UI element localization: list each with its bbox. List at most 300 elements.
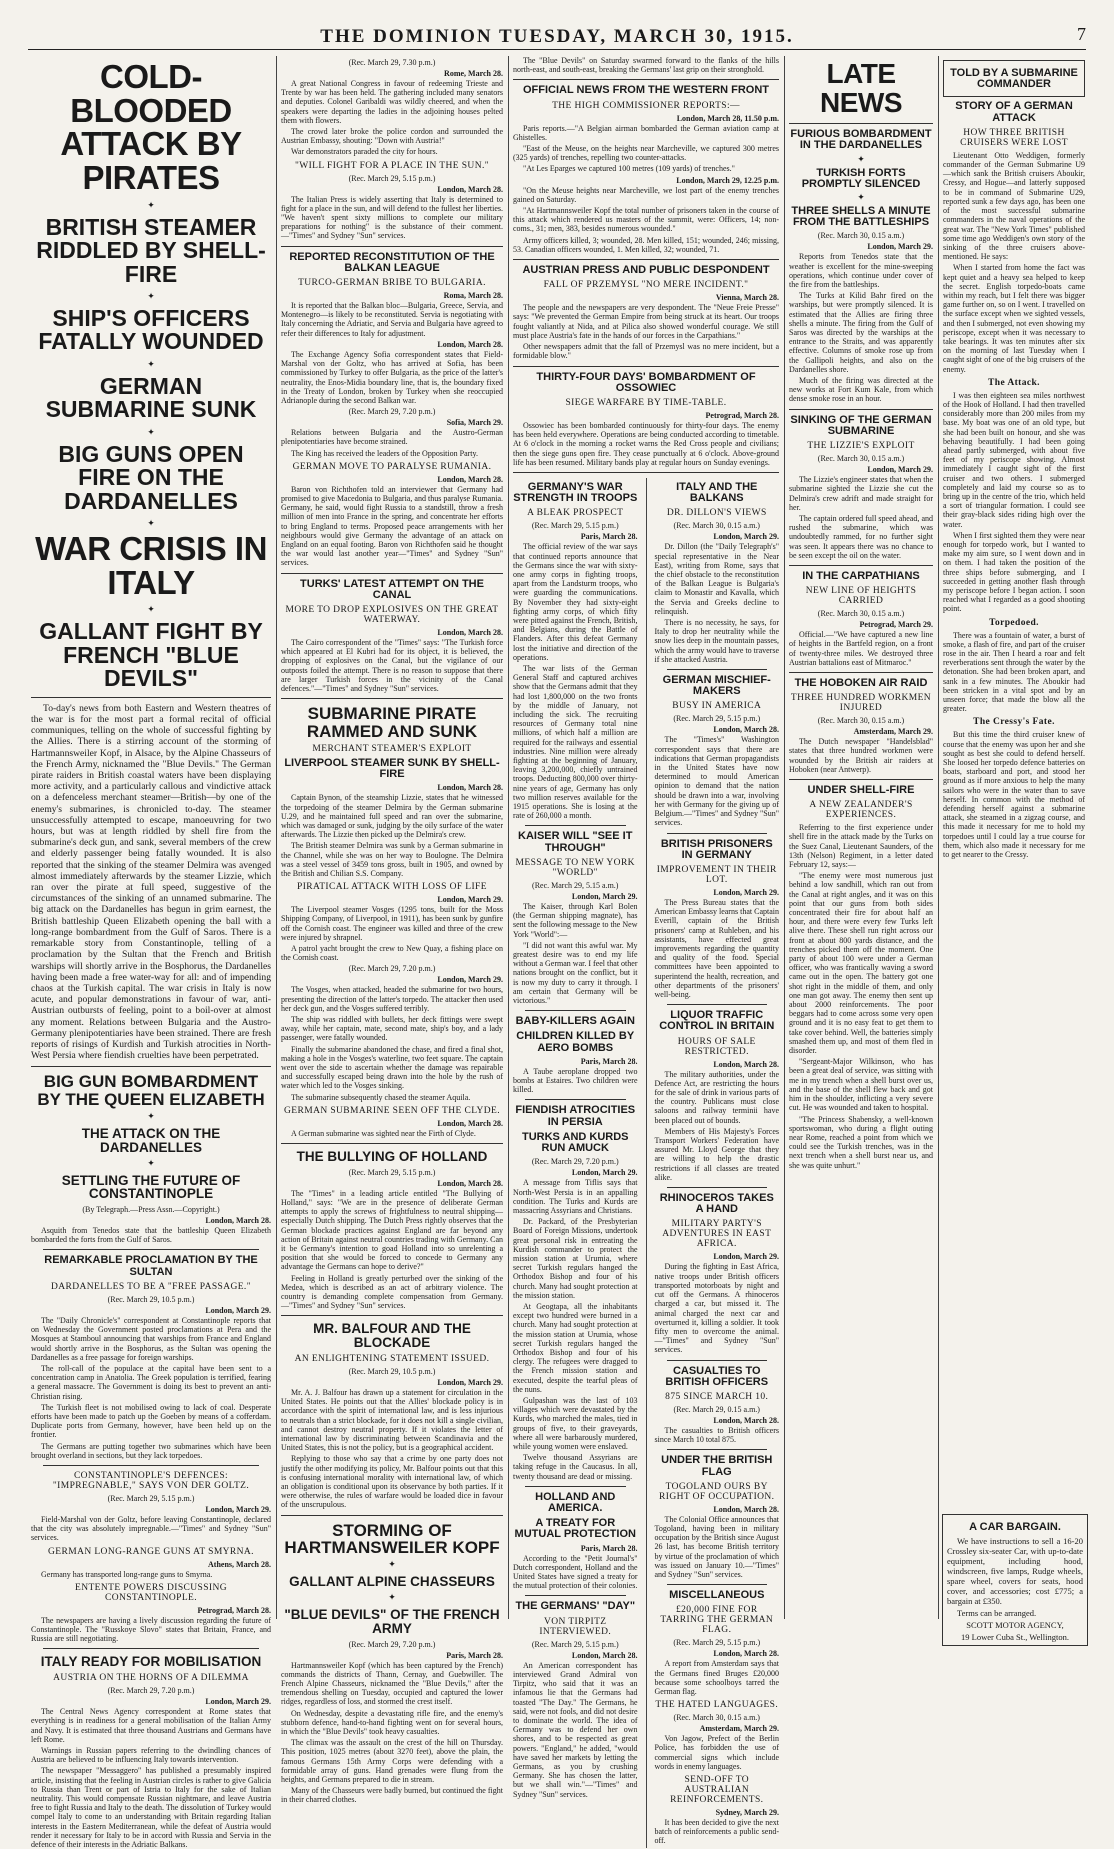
rule — [513, 79, 779, 80]
received-date: (Rec. March 29, 7.20 p.m.) — [531, 1157, 619, 1167]
headline: THE GERMANS' "DAY" — [515, 1600, 636, 1613]
headline: BRITISH PRISONERS IN GERMANY — [660, 837, 773, 861]
divider-ornament: ✦ — [147, 290, 155, 301]
paragraph: The "Daily Chronicle's" correspondent at Constantinople reports that on Wednesday the Government posted proclamations at Pera and the Mosques at Stamboul announcing that warships from France and England would shortly arrive in the Bosphorus, as the Sultan was opening the Dardanelles as a free passage for foreign warships. — [31, 1315, 271, 1362]
rule — [281, 1515, 503, 1516]
subheading: GERMAN MOVE TO PARALYSE RUMANIA. — [292, 461, 492, 472]
subheading: DR. DILLON'S VIEWS — [666, 508, 767, 519]
subheading: ENTENTE POWERS DISCUSSING CONSTANTINOPLE. — [75, 1582, 227, 1603]
headline: GERMAN MISCHIEF-MAKERS — [662, 674, 771, 698]
subheading: HOURS OF SALE RESTRICTED. — [677, 1036, 756, 1057]
subheading: £20,000 FINE FOR TARRING THE GERMAN FLAG. — [660, 1605, 774, 1636]
received-date: (Rec. March 29, 5.15 p.m.) — [673, 1638, 761, 1648]
headline: THE HOBOKEN AIR RAID — [794, 676, 928, 689]
received-date: (Rec. March 30, 0.15 a.m.) — [817, 454, 905, 464]
subheading: BUSY IN AMERICA — [672, 701, 762, 712]
dateline: London, March 29. — [571, 1168, 638, 1178]
rule — [513, 366, 779, 367]
paragraph: Finally the submarine abandoned the chase, and fired a final shot, making a hole in the Vosges's waterline, two feet square. The captain went over the side to ascertain whether the damage was repairable and successfully escaped being drawn into the hole by the rush of water which led to the Vosges sinking. — [281, 1044, 503, 1091]
paragraph: Lieutenant Otto Weddigen, formerly commander of the German Submarine U9—which sank the British cruisers Aboukir, Cressy, and Hogue—and latterly supposed to be in command of Submarine U29, reported sunk a few days ago, has been one of the most successful submarine commanders in the naval operations of the great war. The "New York Times" published some time ago Weddigen's own story of the sinking of the three cruisers above-mentioned. He says: — [943, 150, 1085, 262]
divider-ornament: ✦ — [147, 426, 155, 437]
divider-ornament: ✦ — [147, 199, 155, 210]
paragraph: At Geogtapa, all the inhabitants except two hundred were burned in a church. Many had sought protection at the mission station at Urumia, whose secret Turkish regulars hanged the Orthodox Bishop and four of his clergy. The refugees were dragged to the French mission station and executed, despite the tearful pleas of the nuns. — [513, 1301, 638, 1394]
dateline: London, March 28. — [205, 1216, 271, 1226]
rule — [667, 1187, 768, 1188]
headline: WAR CRISIS IN ITALY — [35, 530, 267, 601]
headline: RHINOCEROS TAKES A HAND — [659, 1192, 774, 1216]
paragraph: Germany has transported long-range guns to Smyrna. — [41, 1569, 213, 1579]
received-date: (Rec. March 30, 0.15 a.m.) — [817, 231, 905, 241]
paragraph: The Italian Press is widely asserting that Italy is determined to fight for a place in the sun, and will defend to the fullest her liberties. "We haven't spent sixty millions to complete our military preparations for nothing" is the substance of their comment.—"Times" and Sydney "Sun" services. — [281, 194, 503, 241]
rule — [667, 1584, 768, 1585]
rule — [525, 1099, 626, 1100]
headline: ITALY READY FOR MOBILISATION — [40, 1654, 262, 1670]
headline: KAISER WILL "SEE IT THROUGH" — [518, 830, 633, 854]
subheading: "WILL FIGHT FOR A PLACE IN THE SUN." — [294, 160, 490, 171]
paragraph: "Sergeant-Major Wilkinson, who has been a great deal of service, was sitting with me in my trench when a shell burst over us, and the base of the shell flew back and got him in the shoulder, inflicting a very severe cut. He was wounded and taken to hospital. — [789, 1057, 933, 1113]
dateline: London, March 29. — [867, 242, 933, 252]
dateline: Vienna, March 28. — [715, 293, 779, 303]
paragraph: The King has received the leaders of the Opposition Party. — [291, 448, 478, 458]
paragraph: Asquith from Tenedos state that the battleship Queen Elizabeth bombarded the forts from the Gulf of Saros. — [31, 1226, 271, 1245]
received-date: (Rec. March 29, 5.15 p.m.) — [107, 1493, 195, 1503]
received-date: (Rec. March 29, 5.15 p.m.) — [531, 521, 619, 531]
paragraph: The Liverpool steamer Vosges (1295 tons, built for the Moss Shipping Company, of Liverpool, in 1911), has been sunk by gunfire off the Cornish coast. The engineer was killed and three of the crew were injured by shrapnel. — [281, 905, 503, 942]
subheading: NEW LINE OF HEIGHTS CARRIED — [805, 586, 917, 607]
column-5 — [940, 56, 1088, 1619]
dateline: London, March 28. — [713, 725, 779, 735]
paragraph: The newspaper "Messaggero" has published a presumably inspired article, insisting that the feeling in Austrian circles is rather to give Galicia to Russia than Trent or part of Istria to Italy for the sake of Italian neutrality. This would compensate Russian nightmare, and leave Austria free to fight Russia and Italy to the death. The dissolution of Turkey would compel Italy to come to an understanding with Britain regarding Italian interests in the Eastern Mediterranean, while the defeat of Austria would render it necessary for Italy to be in accord with Russia and Servia in the defence of their interests in the Adriatic Balkans. — [31, 1766, 271, 1849]
subheading: A BLEAK PROSPECT — [527, 508, 624, 519]
dateline: Petrograd, March 28. — [197, 1605, 271, 1615]
dateline: London, March 28. — [437, 474, 503, 484]
subheading: HOW THREE BRITISH CRUISERS WERE LOST — [960, 127, 1068, 148]
paragraph: According to the "Petit Journal's" Dutch correspondent, Holland and the United States have signed a treaty for the mutual protection of their colonies. — [513, 1553, 638, 1591]
headline: TOLD BY A SUBMARINE COMMANDER — [950, 67, 1078, 91]
feature-title-box — [943, 60, 1085, 97]
paragraph: Other newspapers admit that the fall of Przemysl was no mere incident, but a formidable blow." — [513, 342, 779, 361]
paragraph: The military authorities, under the Defence Act, are restricting the hours for the sale of drink in various parts of the country. Publicans must close saloons and railway terminii have been placed out of bounds. — [654, 1069, 779, 1125]
divider-ornament: ✦ — [388, 1591, 396, 1602]
rule — [281, 1143, 503, 1144]
advert-body: We have instructions to sell a 16-20 Crossley six-seater Car, with up-to-date equipment, including hood, windscreen, five lamps, Rudge wheels, spare wheel, covers for seats, hood cover, and accessories; cost £775; a bargain at £350. — [947, 1536, 1083, 1607]
car-bargain-advert — [942, 1514, 1088, 1646]
received-date: (Rec. March 29, 7.20 p.m.) — [348, 964, 436, 974]
dateline: London, March 29. — [437, 975, 503, 985]
column-divider — [938, 56, 939, 1619]
paragraph: The Press Bureau states that the American Embassy learns that Captain Everill, captain of the British prisoners' camp at Ruhleben, and his assistants, have effected great improvements regarding the quantity and quality of the food. Special committees have been appointed to superintend the health, recreation, and other departments of the prisoners' well-being. — [654, 897, 779, 999]
column-2 — [278, 56, 506, 1805]
column-divider — [508, 56, 509, 1619]
subheading: The Cressy's Fate. — [973, 717, 1055, 728]
divider-ornament: ✦ — [857, 153, 865, 164]
received-date: (Rec. March 30, 0.15 a.m.) — [673, 1713, 760, 1723]
paragraph: The crowd later broke the police cordon and surrounded the Austrian Embassy, shouting: "Down with Austria!" — [281, 127, 503, 146]
dateline: London, March 28. — [437, 184, 503, 194]
divider-ornament: ✦ — [147, 358, 155, 369]
headline: BIG GUN BOMBARDMENT BY THE QUEEN ELIZABETH — [37, 1072, 265, 1109]
section-title-late-news: LATE NEWS — [820, 58, 902, 118]
column-1 — [28, 56, 274, 1849]
paragraph: The war lists of the German General Staff and captured archives show that the Germans admit that they had lost 1,800,000 on the two fronts by the middle of January, not including the sick. The recruiting resources of Germany total nine millions, of which half a million are required for the railways and essential industries. Nine million were already fighting at the beginning of January, leaving 3,200,000, chiefly untrained troops. Deducting 800,000 over thirty-nine years of age, Germany has only two million reserves available for the 1915 operations. She is losing at the rate of 260,000 a month. — [513, 664, 638, 821]
rule — [281, 573, 503, 574]
paragraph: Ossowiec has been bombarded continuously for thirty-four days. The enemy has been held everywhere. Operations are being conducted according to timetable. At 6 o'clock in the morning a rocket warns the Red Cross people and civilians; then the siege guns open fire. They cease punctually at 6 o'clock. Above-ground life has been resumed. Military bands play at regular hours on Sunday evenings. — [513, 420, 779, 467]
dateline: London, March 29. — [205, 1697, 271, 1707]
subheading: AN ENLIGHTENING STATEMENT ISSUED. — [294, 1353, 490, 1364]
subheading: SIEGE WARFARE BY TIME-TABLE. — [565, 397, 727, 408]
dateline: Paris, March 28. — [580, 1056, 638, 1066]
subheading: SEND-OFF TO AUSTRALIAN REINFORCEMENTS. — [670, 1775, 764, 1806]
dateline: Paris, March 28. — [580, 532, 638, 542]
headline: TURKS' LATEST ATTEMPT ON THE CANAL — [300, 577, 484, 601]
received-date: (Rec. March 30, 0.15 a.m.) — [817, 716, 905, 726]
headline: LIVERPOOL STEAMER SUNK BY SHELL-FIRE — [284, 756, 500, 781]
dateline: London, March 29. — [205, 1305, 271, 1315]
paragraph: A Taube aeroplane dropped two bombs at Estaires. Two children were killed. — [513, 1066, 638, 1095]
advert-terms: Terms can be arranged. — [957, 1608, 1037, 1619]
headline: THE BULLYING OF HOLLAND — [296, 1148, 488, 1164]
paragraph: Relations between Bulgaria and the Austro-German plenipotentiaries have become strained. — [281, 428, 503, 447]
paragraph: A great National Congress in favour of redeeming Trieste and Trente by war has been held. The gathering included many senators and deputies. Colonel Garibaldi was wildly cheered, and when the speakers were departing the ladies in the adjoining houses pelted them with flowers. — [281, 79, 503, 125]
dateline: Sofia, March 29. — [446, 418, 503, 428]
paragraph: Dr. Dillon (the "Daily Telegraph's" special representative in the Near East), writing from Rome, says that the chief obstacle to the reconstitution of the Balkan League is Bulgaria's claim to Monastir and Kavalla, which the Servia and Greeks decline to relinquish. — [654, 542, 779, 616]
paragraph: Reports from Tenedos state that the weather is excellent for the mine-sweeping operations, which continue under cover of the fire from the battleships. — [789, 252, 933, 290]
rule — [513, 472, 779, 473]
rule — [525, 1010, 626, 1011]
rule — [513, 259, 779, 260]
advertiser-address: 19 Lower Cuba St., Wellington. — [961, 1632, 1069, 1643]
dateline: Roma, March 28. — [443, 291, 503, 301]
newspaper-title: THE DOMINION TUESDAY, MARCH 30, 1915. — [320, 26, 794, 47]
divider-ornament: ✦ — [147, 604, 155, 615]
paragraph: The Germans are putting together two submarines which have been brought overland in sections, but they lack torpedoes. — [31, 1441, 271, 1460]
divider-ornament: ✦ — [147, 1110, 155, 1121]
rule — [789, 409, 933, 410]
dateline: London, March 28, 11.50 p.m. — [676, 113, 779, 123]
paragraph: The "Times" in a leading article entitled "The Bullying of Holland," says: "We are in the presence of deliberate German attempts to apply the screws of frightfulness to neutral shipping—especially Dutch shipping. The Dutch Press rightly observes that the German blockade practices against England are far beyond any action of Britain against neutral countries trading with Germany. Can it be Germany's intention to goad Holland into so unrelenting a position that she would be forced to concede to Germany any advantage the Germans can hope to derive?" — [281, 1188, 503, 1272]
subheading: AUSTRIA ON THE HORNS OF A DILEMMA — [53, 1673, 249, 1684]
paragraph: An American correspondent has interviewed Grand Admiral von Tirpitz, who said that it was an infamous lie that the Germans had toasted "The Day." The Germans, he said, were not fools, and did not desire to dominate the world. The idea of Germany was to defend her own shores, and to be respected as great powers. "England," he added, "would have saved her markets by letting the Germans, as you by crushing Germany. She has chosen the latter, but we shall win."—"Times" and Sydney "Sun" services. — [513, 1660, 638, 1799]
paragraph: Twelve thousand Assyrians are taking refuge in the Caucasus. In all, twenty thousand are dead or missing. — [513, 1453, 638, 1481]
subheading: A NEW ZEALANDER'S EXPERIENCES. — [809, 800, 913, 821]
paragraph: Official.—"We have captured a new line of heights in the Bartfeld region, on a front of twenty-three miles. We destroyed three Austrian battalions east of Mitmaroc." — [789, 630, 933, 667]
dateline: Sydney, March 29. — [715, 1808, 779, 1818]
dateline: London, March 29. — [713, 532, 779, 542]
received-date: (Rec. March 29, 5.15 a.m.) — [532, 880, 619, 890]
dateline: London, March 28. — [713, 1415, 779, 1425]
paragraph: The Dutch newspaper "Handelsblad" states that three hundred workmen were wounded by the British air raiders at Hoboken (near Antwerp). — [789, 737, 933, 774]
rule — [31, 1066, 271, 1067]
paragraph: The "Times's" Washington correspondent says that there are indications that German propagandists in the United States have now determined to mould American opinion to demand that the nation should be drawn into a war, involving her with Germany for the giving up of Belgium.—"Times" and Sydney "Sun" services. — [654, 735, 779, 828]
paragraph: The Cairo correspondent of the "Times" says: "The Turkish force which appeared at El Kubri had for its object, it is believed, the dropping of explosives on the Canal, but the vigilance of our outposts foiled the attempt. There is no reason to suppose that there are larger Turkish forces in the vicinity of the Canal defences."—"Times" and Sydney "Sun" services. — [281, 637, 503, 693]
headline: TURKISH FORTS PROMPTLY SILENCED — [801, 166, 921, 190]
divider-ornament: ✦ — [388, 1559, 396, 1570]
paragraph: Referring to the first experience under shell fire in the attack made by the Turks on the Suez Canal, Lieutenant Saunders, of the 13th (Nelson) Regiment, in a letter dated February 12, says:— — [789, 823, 933, 870]
headline: SHIP'S OFFICERS FATALLY WOUNDED — [38, 304, 264, 355]
rule — [789, 672, 933, 673]
dateline: Paris, March 28. — [580, 1543, 638, 1553]
received-date: (Rec. March 29, 7.30 p.m.) — [348, 58, 436, 67]
dateline: London, March 28. — [713, 1649, 779, 1659]
headline: GERMANY'S WAR STRENGTH IN TROOPS — [513, 480, 638, 505]
headline: FURIOUS BOMBARDMENT IN THE DARDANELLES — [790, 128, 932, 152]
paragraph: Many of the Chasseurs were badly burned, but continued the fight in their charred clothes. — [281, 1786, 503, 1805]
rule — [43, 1648, 259, 1649]
headline: THREE SHELLS A MINUTE FROM THE BATTLESHIPS — [791, 204, 931, 229]
dateline: London, March 28. — [437, 1178, 503, 1188]
headline: REMARKABLE PROCLAMATION BY THE SULTAN — [44, 1254, 258, 1278]
subheading: GERMAN SUBMARINE SEEN OFF THE CLYDE. — [284, 1105, 500, 1116]
subheading: The Attack. — [988, 377, 1040, 388]
headline: A TREATY FOR MUTUAL PROTECTION — [514, 1517, 636, 1541]
headline: HOLLAND AND AMERICA. — [535, 1490, 616, 1515]
paragraph: A report from Amsterdam says that the Germans fined Bruges £20,000 because some schoolboys tarred the German flag. — [654, 1659, 779, 1697]
headline: LIQUOR TRAFFIC CONTROL IN BRITAIN — [659, 1009, 775, 1033]
subheading: GERMAN LONG-RANGE GUNS AT SMYRNA. — [48, 1546, 254, 1557]
paragraph: A patrol yacht brought the crew to New Quay, a fishing place on the Cornish coast. — [281, 943, 503, 963]
subheading: MORE TO DROP EXPLOSIVES ON THE GREAT WATERWAY. — [285, 604, 499, 625]
paragraph: The Turks at Kilid Bahr fired on the warships, but were promptly silenced. It is estimated that the Allies are firing three shells a minute. The firing from the Gulf of Saros was directed by the warships at the entrance to the Straits, and was apparently effective. Columns of smoke rose up from the Gallipoli heights, and also on the Dardanelles shore. — [789, 291, 933, 374]
dateline: London, March 28. — [437, 783, 503, 793]
rule — [667, 1360, 768, 1361]
paragraph: The captain ordered full speed ahead, and rushed the submarine, which was undoubtedly rammed, for no further sight was seen. It appears there was no chance to be seen except the oil on the water. — [789, 513, 933, 560]
paragraph: Army officers killed, 3; wounded, 28. Men killed, 151; wounded, 246; missing, 53. Canadian officers wounded, 1. Men killed, 32; wounded, 71. — [513, 235, 779, 254]
paragraph: The Exchange Agency Sofia correspondent states that Field-Marshal von der Goltz, who has arrived at Sofia, has been commissioned by Turkey to offer Bulgaria, as the price of the latter's neutrality, the Enos-Midia boundary line, that is, the boundary fixed in the Treaty of London, broken by Turkey when she reoccupied Adrianople during the second Balkan war. — [281, 349, 503, 405]
paragraph: Much of the firing was directed at the new works at Fort Kum Kale, from which dense smoke rose in an hour. — [789, 376, 933, 404]
dateline: Petrograd, March 28. — [705, 410, 779, 420]
paragraph: "I did not want this awful war. My greatest desire was to end my life without a German war. I feel that other nations brought on the conflict, but it is now my duty to carry it through. I am certain that Germany will be victorious." — [513, 940, 638, 1005]
received-date: (Rec. March 29, 5.15 p.m.) — [673, 714, 761, 724]
rule — [667, 833, 768, 834]
headline: THIRTY-FOUR DAYS' BOMBARDMENT OF OSSOWIEC — [536, 370, 756, 394]
dateline: London, March 28. — [437, 1118, 503, 1128]
subheading: PIRATICAL ATTACK WITH LOSS OF LIFE — [297, 882, 487, 893]
received-date: (Rec. March 29, 7.20 p.m.) — [348, 1639, 436, 1649]
dateline: Paris, March 28. — [446, 1650, 503, 1660]
paragraph: Mr. A. J. Balfour has drawn up a statement for circulation in the United States. He points out that the Allies' blockade policy is in accordance with the spirit of international law, and is less injurious to neutrals than a strict blockade, for it does not kill a single civilian, and cannot destroy neutral property. If it violates the letter of international law by discriminating between Scandinavia and the United States, this is not the policy, but is a geographical accident. — [281, 1387, 503, 1453]
paragraph: The ship was riddled with bullets, her deck fittings were swept away, while her captain, mate, second mate, ship's boy, and a lady passenger, were fatally wounded. — [281, 1014, 503, 1043]
headline: FIENDISH ATROCITIES IN PERSIA — [515, 1104, 636, 1128]
paragraph: Members of His Majesty's Forces Transport Workers' Federation have assured Mr. Lloyd George that they are willing to help the drastic restrictions if all classes are treated alike. — [654, 1126, 779, 1182]
rule — [667, 1004, 768, 1005]
paragraph: The Lizzie's engineer states that when the submarine sighted the Lizzie she cut the Delmira's crew adrift and made straight for her. — [789, 475, 933, 512]
masthead — [0, 0, 1114, 50]
page-number: 7 — [1077, 24, 1086, 44]
column-3 — [510, 56, 782, 1846]
headline: GALLANT ALPINE CHASSEURS — [289, 1574, 495, 1590]
paragraph: Paris reports.—"A Belgian airman bombarded the German aviation camp at Ghistelles. — [513, 123, 779, 142]
paragraph: "At Les Eparges we captured 100 metres (109 yards) of trenches." — [523, 164, 735, 174]
paragraph: The Kaiser, through Karl Bolen (the German shipping magnate), has sent the following message to the New York "World":— — [513, 901, 638, 939]
headline: SINKING OF THE GERMAN SUBMARINE — [790, 413, 932, 437]
subheading: MESSAGE TO NEW YORK "WORLD" — [515, 857, 635, 878]
subheading: THE HATED LANGUAGES. — [655, 1700, 779, 1711]
paragraph: A message from Tiflis says that North-West Persia is in an appalling condition. The Turks and Kurds are massacring Assyrians and Christians. — [513, 1178, 638, 1215]
advertiser-name: SCOTT MOTOR AGENCY, — [966, 1620, 1064, 1631]
dateline: Amsterdam, March 29. — [853, 727, 933, 737]
dateline: Petrograd, March 29. — [859, 620, 933, 630]
headline: BIG GUNS OPEN FIRE ON THE DARDANELLES — [58, 440, 244, 514]
dateline: London, March 29. — [437, 1377, 503, 1387]
byline: (By Telegraph.—Press Assn.—Copyright.) — [82, 1205, 220, 1215]
received-date: (Rec. March 30, 0.15 a.m.) — [817, 609, 905, 619]
rule — [43, 1249, 259, 1250]
paragraph: It has been decided to give the next batch of reinforcements a public send-off. — [654, 1818, 779, 1846]
subcolumn-right — [655, 478, 780, 1848]
dateline: London, March 29. — [437, 895, 503, 905]
paragraph: Field-Marshal von der Goltz, before leaving Constantinople, declared that the city was absolutely impregnable.—"Times" and Sydney "Sun" services. — [31, 1514, 271, 1543]
paragraph: The casualties to British officers since March 10 total 875. — [654, 1425, 779, 1445]
headline: GERMAN SUBMARINE SUNK — [45, 372, 257, 423]
subheading: TURCO-GERMAN BRIBE TO BULGARIA. — [298, 278, 486, 289]
paragraph: Gulpashan was the last of 103 villages which were devastated by the Kurds, who marched the males, tied in groups of five, to their graveyards, where all were barbarously murdered, while young women were enslaved. — [513, 1395, 638, 1451]
received-date: (Rec. March 29, 7.20 p.m.) — [348, 407, 436, 417]
paragraph: War demonstrators paraded the city for hours. — [291, 147, 438, 157]
paragraph: There is no necessity, he says, for Italy to drop her neutrality while the snow lies deep in the mountain passes, which the army would have to traverse if she attacked Austria. — [654, 618, 779, 664]
column-divider — [276, 56, 277, 1619]
paragraph: "The Princess Shabensky, a well-known sportswoman, who during a flight outing near Rome, reached a point from which we could see the Turkish trenches, was in the next trench when a shell burst near us, and she was quite unhurt." — [789, 1114, 933, 1170]
rule — [281, 1315, 503, 1316]
paragraph: The official review of the war says that continued reports announce that the Germans since the war with sixty-one army corps in fighting troops, apart from the Landsturm troops, who were guarding the communications. By November they had sixty-eight fighting army corps, of which fifty were pitted against the French, British, and Belgians, during the Battle of Flanders. After this defeat Germany lost the initiative and direction of the operations. — [513, 542, 638, 662]
dateline: London, March 29. — [713, 1252, 779, 1262]
received-date: (Rec. March 29, 7.20 p.m.) — [107, 1686, 195, 1696]
subheading: THE LIZZIE'S EXPLOIT — [807, 441, 915, 452]
received-date: (Rec. March 30, 0.15 a.m.) — [673, 521, 760, 531]
dateline: London, March 28. — [571, 1650, 638, 1660]
headline: MISCELLANEOUS — [669, 1589, 765, 1602]
main-headline: COLD-BLOODED ATTACK BY PIRATES — [60, 58, 242, 196]
subheading: Torpedoed. — [989, 617, 1039, 628]
headline: THE ATTACK ON THE DARDANELLES — [81, 1125, 221, 1155]
rule — [789, 779, 933, 780]
paragraph: There was a fountain of water, a burst of smoke, a flash of fire, and part of the cruiser rose in the air. Then I heard a roar and felt reverberations sent through the water by the detonation. She had been broken apart, and sank in a few minutes. The Aboukir had been stricken in a vital spot and by an unseen force; that made the blow all the greater. — [943, 630, 1085, 714]
received-date: (Rec. March 29, 5.15 p.m.) — [348, 173, 436, 183]
dateline: London, March 29. — [713, 887, 779, 897]
headline: IN THE CARPATHIANS — [802, 569, 920, 582]
lead-summary: To-day's news from both Eastern and Western theatres of the war is for the most part a formal recital of official communiques, telling on the whole of successful fighting by the Allies. There is a stirring account of the storming of Hartmannsweiler Kopf, in Alsace, by the Alpine Chasseurs of the French Army, nicknamed the "Blue Devils." The German pirate raiders in British coastal waters have been displaying more activity, and a particularly callous and vindictive attack on a defenceless merchant steamer—British—by one of the enemy's submarines, is chronicled to-day. The steamer unsuccessfully attempted to escape, manoeuvring for two hours, but was at length riddled by shell fire from the submarine's deck gun, and sank, several members of the crew and elderly passenger being fatally wounded. It is also reported that the sinking of the steamer Delmira was avenged almost immediately afterwards by the steamer Lizzie, which ran over the pirate at full speed, suggestive of the circumstances of the sinking of an unnamed submarine. The big attack on the Dardanelles has begun in grim earnest, the British battleship Queen Elizabeth opening the ball with a long-range bombardment from the Gulf of Saros. There is a remarkable story from Constantinople, telling of a proclamation by the Sultan that the French and British warships will shortly arrive in the Bosphorus, the Dardanelles having been made a free water-way for all: and of impending chaos at the Turkish capital. The war crisis in Italy is now acute, and popular demonstrations in favour of war, anti-Austrian outbursts of feeling, point to a boil-over at almost any moment. Relations between Bulgaria and the Austro-Germany plenipotentiaries have been strained. There are fresh reports of risings of Kurdish and Turkish atrocities in North-West Persia where fiendish cruelties have been perpetrated. — [31, 702, 271, 1062]
headline: SETTLING THE FUTURE OF CONSTANTINOPLE — [61, 1172, 241, 1202]
headline: AUSTRIAN PRESS AND PUBLIC DESPONDENT — [522, 264, 770, 277]
subheading: TOGOLAND OURS BY RIGHT OF OCCUPATION. — [659, 1481, 775, 1502]
rule — [667, 1449, 768, 1450]
subheading: 875 SINCE MARCH 10. — [665, 1391, 769, 1402]
paragraph: It is reported that the Balkan bloc—Bulgaria, Greece, Servia, and Montenegro—is likely to be reconstituted. Servia is negotiating with Italy concerning the Adriatic, and Servia and Bulgaria have agreed to refer their differences to Italy for adjustment. — [281, 301, 503, 338]
column-4 — [786, 56, 936, 1619]
paragraph: The roll-call of the populace at the capital have been sent to a concentration camp in Anatolia. The Greek population is terrified, fearing a general massacre. The Government is doing its best to prevent an anti-Christian rising. — [31, 1363, 271, 1401]
received-date: (Rec. March 29, 10.5 p.m.) — [107, 1294, 195, 1304]
paragraph: The newspapers are having a lively discussion regarding the future of Constantinople. The "Russkoye Slovo" states that Britain, France, and Russia are still negotiating. — [31, 1615, 271, 1644]
headline: "BLUE DEVILS" OF THE FRENCH ARMY — [284, 1606, 500, 1636]
headline: CASUALTIES TO BRITISH OFFICERS — [665, 1364, 769, 1388]
divider-ornament: ✦ — [857, 191, 865, 202]
dateline: London, March 29, 12.25 p.m. — [676, 175, 779, 185]
headline: TURKS AND KURDS RUN AMUCK — [521, 1130, 629, 1155]
two-column-section — [513, 478, 779, 1848]
headline: UNDER THE BRITISH FLAG — [661, 1454, 773, 1478]
advert-title: A CAR BARGAIN. — [969, 1521, 1061, 1533]
subcolumn-left — [513, 478, 638, 1848]
headline: BRITISH STEAMER RIDDLED BY SHELL-FIRE — [36, 213, 266, 287]
dateline: London, March 29. — [867, 465, 933, 475]
paragraph: When I started from home the fact was kept quiet and a heavy sea helped to keep the secret. English torpedo-boats came within my reach, but I felt there was bigger game further on, so on I went. I travelled on the surface except when we sighted vessels, and then I submerged, not even showing my periscope, except when it was necessary to take bearings. It was ten minutes after six on the morning of last Tuesday when I caught sight of one of the big cruisers of the enemy. — [943, 263, 1085, 374]
paragraph: The Vosges, when attacked, headed the submarine for two hours, presenting the direction of the latter's torpedo. The attacker then used her deck gun, and the Vosges suffered terribly. — [281, 985, 503, 1013]
subheading: FALL OF PRZEMYSL "NO MERE INCIDENT." — [543, 280, 749, 291]
rule — [31, 697, 271, 698]
subheading: MERCHANT STEAMER'S EXPLOIT — [312, 743, 472, 754]
dateline: London, March 29. — [205, 1504, 271, 1514]
paragraph: Von Jagow, Prefect of the Berlin Police, has forbidden the use of commercial signs which include words in enemy languages. — [654, 1734, 779, 1771]
paragraph: Captain Bynon, of the steamship Lizzie, states that he witnessed the torpedoing of the steamer Delmira by the German submarine U.29, and he maintained full speed and ran over the submarine, which was damaged or sunk, judging by the oily surface of the water afterwards. The Lizzie then picked up the Delmira's crew. — [281, 793, 503, 840]
paragraph: Warnings in Russian papers referring to the dwindling chances of Austria are believed to be influencing Italy towards intervention. — [31, 1745, 271, 1765]
subheading: DARDANELLES TO BE A "FREE PASSAGE." — [50, 1281, 251, 1292]
paragraph: On Wednesday, despite a devastating rifle fire, and the enemy's stubborn defence, hand-to-hand fighting went on for several hours, in which the "Blue Devils" took heavy casualties. — [281, 1708, 503, 1736]
paragraph: "At Hartmannsweiler Kopf the total number of prisoners taken in the course of this attack which rendered us masters of the summit, were: Officers, 14; non-coms., 31; men, 383, besides numerous wounded." — [513, 206, 779, 234]
dateline: London, March 28. — [437, 627, 503, 637]
headline: REPORTED RECONSTITUTION OF THE BALKAN LEAGUE — [289, 250, 495, 274]
divider-ornament: ✦ — [147, 1157, 155, 1168]
headline: MR. BALFOUR AND THE BLOCKADE — [313, 1321, 471, 1351]
subheading: THREE HUNDRED WORKMEN INJURED — [790, 693, 932, 714]
headline: SUBMARINE PIRATE RAMMED AND SUNK — [306, 704, 478, 741]
received-date: (Rec. March 29, 0.15 a.m.) — [673, 1404, 760, 1414]
headline: STORY OF A GERMAN ATTACK — [955, 100, 1073, 124]
paragraph: Dr. Packard, of the Presbyterian Board of Foreign Missions, undertook great personal risk in entreating the Kurdish commander to protect the mission station at Urumia, where secret Turkish regulars hanged the Orthodox Bishop and four of his church. Many had sought protection at the mission station. — [513, 1217, 638, 1300]
received-date: (Rec. March 29, 10.5 p.m.) — [348, 1366, 436, 1376]
paragraph: "On the Meuse heights near Marcheville, we lost part of the enemy trenches gained on Saturday. — [513, 185, 779, 204]
received-date: (Rec. March 29, 5.15 p.m.) — [531, 1639, 619, 1649]
paragraph: The British steamer Delmira was sunk by a German submarine in the Channel, while she was on her way to Boulogne. The Delmira was a steel vessel of 3459 tons gross, built in 1905, and owned by the British and Chilian S.S. Company. — [281, 841, 503, 878]
rule — [525, 1486, 626, 1487]
paragraph: The "Blue Devils" on Saturday swarmed forward to the flanks of the hills north-east, and south-east, breaking the Germans' last grip on their stronghold. — [513, 56, 779, 75]
masthead-rule — [28, 49, 1086, 50]
headline: GALLANT FIGHT BY FRENCH "BLUE DEVILS" — [39, 618, 263, 692]
dateline: London, March 29. — [571, 891, 638, 901]
column-divider — [784, 56, 785, 1619]
dateline: London, March 28. — [437, 339, 503, 349]
paragraph: During the fighting in East Africa, native troops under British officers transported motorboats by night and cut off the Germans. A rhinoceros charged a car, but missed it. The animal charged the next car and overturned it, killing a soldier. It took fifty men to overcome the animal.—"Times" and Sydney "Sun" services. — [654, 1262, 779, 1355]
headline: OFFICIAL NEWS FROM THE WESTERN FRONT — [522, 84, 770, 97]
rule — [789, 565, 933, 566]
paragraph: The submarine subsequently chased the steamer Aquila. — [291, 1092, 471, 1102]
rule — [525, 1595, 626, 1596]
paragraph: A German submarine was sighted near the Firth of Clyde. — [291, 1128, 476, 1138]
divider-ornament: ✦ — [147, 518, 155, 529]
paragraph: Replying to those who say that a crime by one party does not justify the other modifying its policy, Mr. Balfour points out that this is confusing international morality with international law, of which an obligation is conditional upon its observance by both parties. If it were otherwise, the rules of warfare would be loaded dice in favour of the unscrupulous. — [281, 1454, 503, 1510]
rule — [667, 669, 768, 670]
dateline: London, March 28. — [713, 1504, 779, 1514]
subheading: MILITARY PARTY'S ADVENTURES IN EAST AFRICA. — [662, 1219, 772, 1250]
rule — [789, 123, 933, 124]
paragraph: When I first sighted them they were near enough for torpedo work, but I wanted to make my aim sure, so I went down and in on them. I had taken the position of the three ships before submerging, and I succeeded in getting another flash through my periscope before I began action. I soon reached what I regarded as a good shooting point. — [943, 530, 1085, 614]
paragraph: The climax was the assault on the crest of the hill on Thursday. This position, 1025 metres (about 3270 feet), above the plain, the famous Germans 15th Army Corps were defending with a formidable array of guns. Hand grenades were flung from the heights, and Germans prepared to die in stream. — [281, 1738, 503, 1784]
dateline: Rome, March 28. — [444, 69, 503, 78]
headline: UNDER SHELL-FIRE — [807, 783, 915, 796]
dateline: London, March 28. — [713, 1059, 779, 1069]
received-date: (Rec. March 29, 5.15 p.m.) — [348, 1167, 436, 1177]
paragraph: The Colonial Office announces that Togoland, having been in military occupation by the British since August 26 last, has become British territory by virtue of the proclamation of which was issued on January 10.—"Times" and Sydney "Sun" services. — [654, 1514, 779, 1580]
rule — [281, 698, 503, 699]
dateline: Athens, March 28. — [208, 1559, 271, 1569]
subcolumn-divider — [646, 478, 647, 1848]
paragraph: But this time the third cruiser knew of course that the enemy was upon her and she sought as best she could to defend herself. She loosed her torpedo defence batteries on boats, starboard and port, and stood her ground as if more anxious to help the many sailors who were in the water than to save herself. In common with the method of defending herself against a submarine attack, she steamed in a zigzag course, and this made it necessary for me to hold my torpedoes until I could lay a true course for them, which also made it necessary for me to get nearer to the Cressy. — [943, 730, 1085, 860]
headline: BABY-KILLERS AGAIN — [515, 1015, 635, 1028]
paragraph: "The enemy were most numerous just behind a low sandhill, which ran out from the Canal at right angles, and it was on this point that our guns from both sides concentrated their fire for about half an hour, and there were every few Turks left alive there. These shell run right across our front at about 800 yards distance, and the trenches picked them off the moment. One party of about 100 were under a German officer, who was frantically waving a sword came out in the open. The battery got one shot right in the middle of them, and only one man got away. The enemy then sent up about 2000 reinforcements. The poor beggars had to come across some very open ground and it is no easy feat to get them to take cover behind. Well, the batteries simply smashed them up, and most of them fled in disorder. — [789, 871, 933, 1056]
paragraph: "East of the Meuse, on the heights near Marcheville, we captured 300 metres (325 yards) of trenches, repelling two counter-attacks. — [513, 144, 779, 163]
headline: ITALY AND THE BALKANS — [676, 480, 758, 505]
rule — [525, 825, 626, 826]
subheading: THE HIGH COMMISSIONER REPORTS:— — [552, 100, 740, 111]
paragraph: The people and the newspapers are very despondent. The "Neue Freie Presse" says: "We prevented the German Empire from being struck at its heart. Our troops fought valiantly at Nida, and at Pilica also showed wonderful courage. We still must place Austria's fate in the hands of our forces in the Carpathians." — [513, 303, 779, 340]
